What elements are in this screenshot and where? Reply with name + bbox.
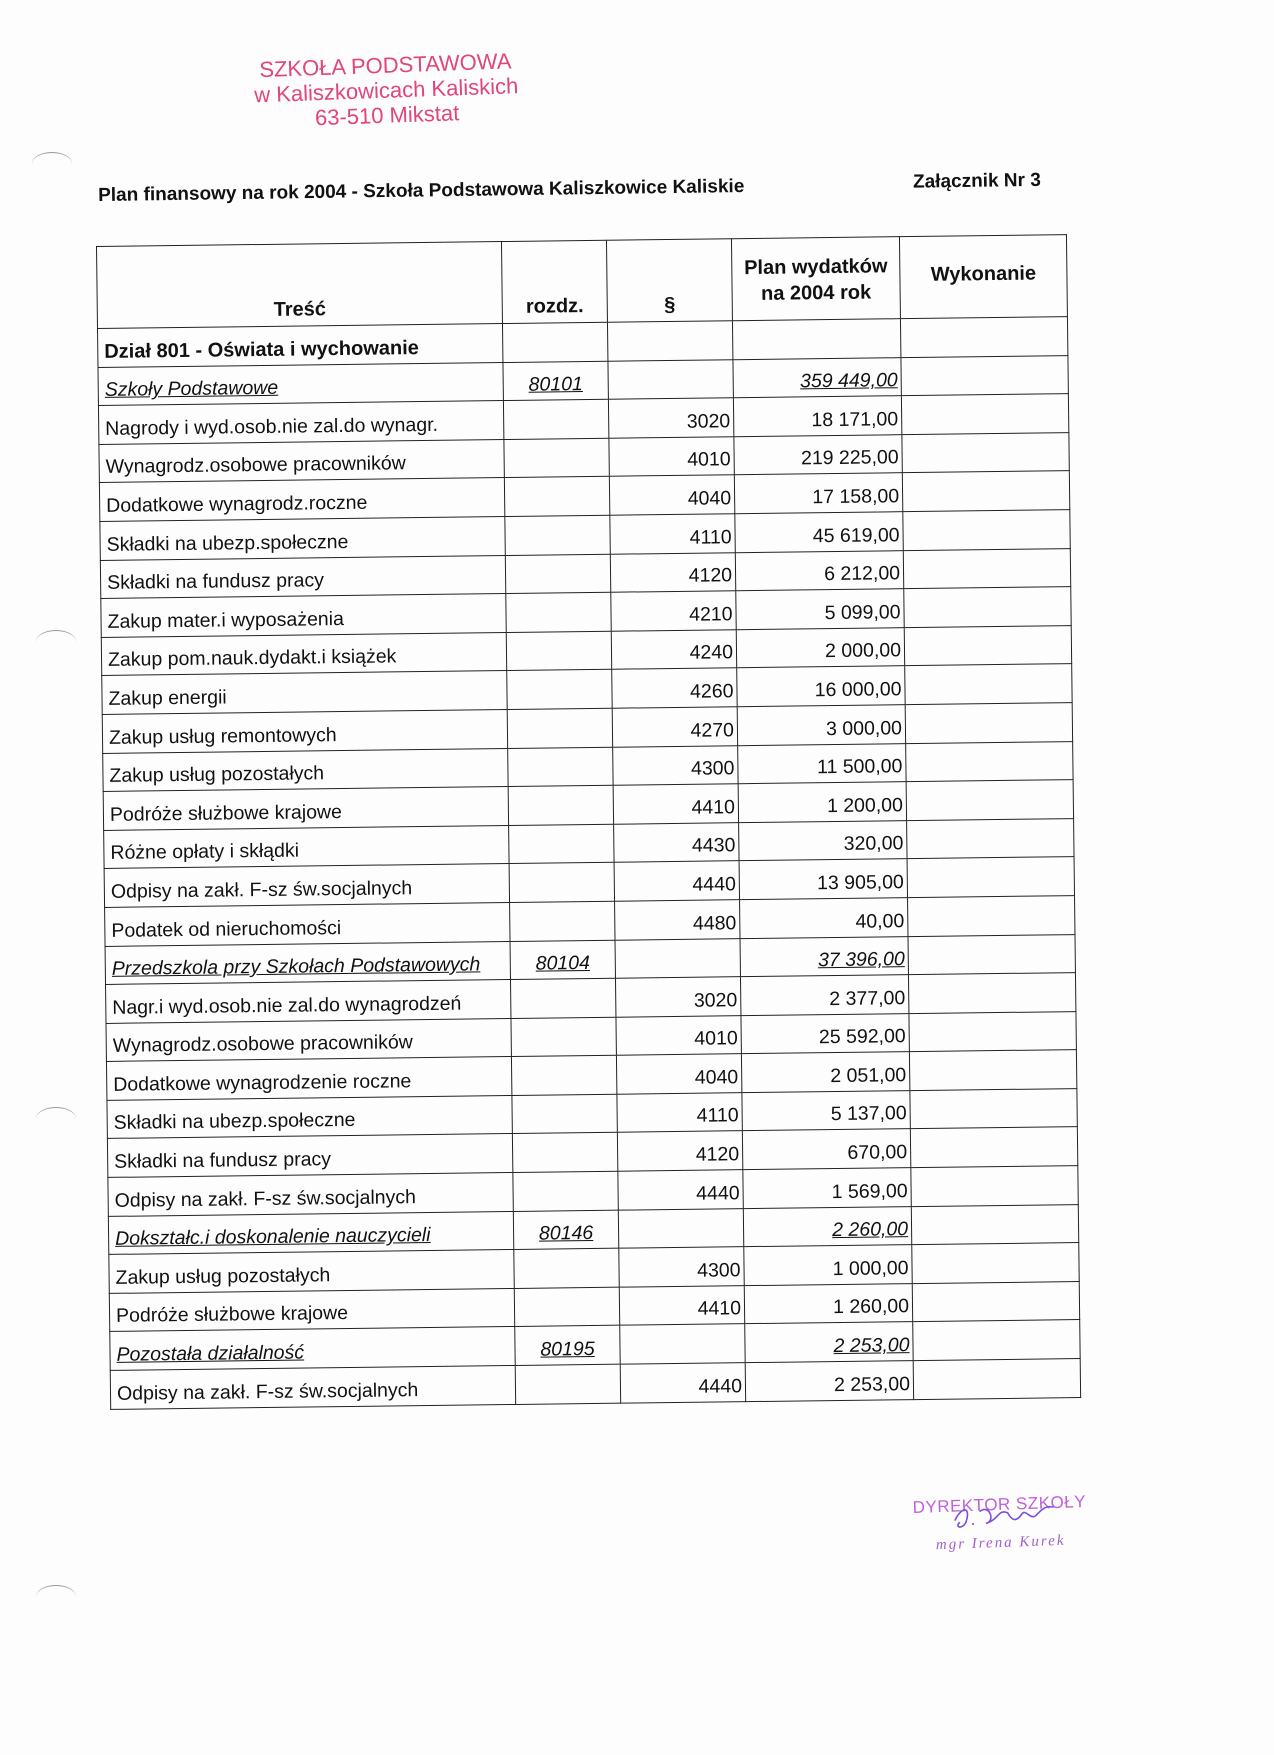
row-rozdz-cell xyxy=(508,785,613,825)
row-wykonanie-cell xyxy=(911,1166,1078,1207)
row-rozdz-cell xyxy=(512,1133,617,1173)
row-amount-cell: 2 377,00 xyxy=(740,975,908,1016)
row-name-cell: Wynagrodz.osobowe pracowników xyxy=(99,439,504,483)
row-wykonanie-cell xyxy=(912,1281,1079,1322)
attachment-label: Załącznik Nr 3 xyxy=(912,169,1041,193)
row-wykonanie-cell xyxy=(913,1359,1080,1400)
row-amount-cell: 670,00 xyxy=(742,1129,910,1170)
stamp-line-3: 63-510 Mikstat xyxy=(314,100,460,131)
row-wykonanie-cell xyxy=(904,587,1071,628)
row-rozdz-cell xyxy=(506,592,611,632)
handwritten-signature xyxy=(949,1499,1060,1533)
row-rozdz-cell xyxy=(508,747,613,787)
row-name-cell: Podróże służbowe krajowe xyxy=(103,787,508,831)
row-name-cell: Zakup usług pozostałych xyxy=(109,1250,514,1294)
row-rozdz-cell: 80146 xyxy=(513,1210,618,1250)
row-rozdz-cell xyxy=(509,863,614,903)
budget-table-container xyxy=(96,234,1080,1409)
row-paragraph-cell: 4410 xyxy=(619,1286,744,1326)
row-name-cell: Składki na ubezp.społeczne xyxy=(100,516,505,560)
row-wykonanie-cell xyxy=(904,625,1071,666)
row-amount-cell: 17 158,00 xyxy=(734,473,902,514)
row-amount-cell: 18 171,00 xyxy=(733,396,901,437)
row-wykonanie-cell xyxy=(903,548,1070,589)
row-paragraph-cell: 4480 xyxy=(615,900,740,940)
row-wykonanie-cell xyxy=(907,818,1074,859)
row-amount-cell: 5 137,00 xyxy=(742,1090,910,1131)
row-wykonanie-cell xyxy=(913,1320,1080,1361)
row-wykonanie-cell xyxy=(906,780,1073,821)
document-heading xyxy=(98,169,1088,206)
row-wykonanie-cell xyxy=(909,1050,1076,1091)
row-paragraph-cell xyxy=(615,938,740,978)
row-amount-cell: 2 253,00 xyxy=(745,1361,913,1402)
row-wykonanie-cell xyxy=(910,1127,1077,1168)
row-amount-cell xyxy=(732,319,900,360)
row-wykonanie-cell xyxy=(902,471,1069,512)
row-rozdz-cell xyxy=(504,477,609,517)
row-name-cell: Przedszkola przy Szkołach Podstawowych xyxy=(105,941,510,985)
row-rozdz-cell: 80104 xyxy=(510,940,615,980)
row-paragraph-cell: 4300 xyxy=(619,1247,744,1287)
row-name-cell: Podatek od nieruchomości xyxy=(105,902,510,946)
row-name-cell: Odpisy na zakł. F-sz św.socjalnych xyxy=(110,1365,515,1409)
row-name-cell: Nagrody i wyd.osob.nie zal.do wynagr. xyxy=(98,401,503,445)
row-wykonanie-cell xyxy=(908,934,1075,975)
row-rozdz-cell xyxy=(511,1017,616,1057)
row-name-cell: Różne opłaty i skłądki xyxy=(104,825,509,869)
header-paragraph: § xyxy=(606,239,732,323)
row-rozdz-cell: 80195 xyxy=(515,1326,620,1366)
header-plan-line-1: Plan wydatków xyxy=(743,254,888,279)
row-name-cell: Zakup usług remontowych xyxy=(102,709,507,753)
row-rozdz-cell xyxy=(509,824,614,864)
punch-hole-mark xyxy=(36,1585,76,1608)
row-wykonanie-cell xyxy=(901,355,1068,396)
row-paragraph-cell: 4260 xyxy=(612,668,737,708)
row-amount-cell: 1 200,00 xyxy=(738,782,906,823)
row-amount-cell: 2 260,00 xyxy=(743,1206,911,1247)
row-paragraph-cell: 4240 xyxy=(611,629,736,669)
row-amount-cell: 6 212,00 xyxy=(735,550,903,591)
row-name-cell: Wynagrodz.osobowe pracowników xyxy=(106,1018,511,1062)
row-paragraph-cell: 4120 xyxy=(610,552,735,592)
row-amount-cell: 45 619,00 xyxy=(735,512,903,553)
director-signature-stamp xyxy=(904,1492,1096,1556)
stamp-line-2: w Kaliszkowicach Kaliskich xyxy=(253,73,519,108)
school-stamp xyxy=(235,48,537,133)
row-paragraph-cell: 4010 xyxy=(609,437,734,477)
header-wykonanie: Wykonanie xyxy=(899,235,1067,319)
row-name-cell: Składki na fundusz pracy xyxy=(100,555,505,599)
row-wykonanie-cell xyxy=(902,432,1069,473)
row-wykonanie-cell xyxy=(900,317,1067,358)
row-rozdz-cell xyxy=(515,1364,620,1404)
row-rozdz-cell xyxy=(503,399,608,439)
row-wykonanie-cell xyxy=(905,703,1072,744)
row-amount-cell: 2 253,00 xyxy=(745,1322,913,1363)
row-amount-cell: 1 569,00 xyxy=(743,1168,911,1209)
row-paragraph-cell: 4440 xyxy=(618,1170,743,1210)
row-name-cell: Dokształc.i doskonalenie nauczycieli xyxy=(108,1211,513,1255)
row-rozdz-cell xyxy=(512,1094,617,1134)
row-name-cell: Składki na ubezp.społeczne xyxy=(107,1095,512,1139)
row-name-cell: Dodatkowe wynagrodzenie roczne xyxy=(106,1057,511,1101)
row-amount-cell: 320,00 xyxy=(739,820,907,861)
row-paragraph-cell: 4120 xyxy=(617,1131,742,1171)
row-rozdz-cell xyxy=(502,322,607,362)
page-title: Plan finansowy na rok 2004 - Szkoła Podstawowa Kaliszkowice Kaliskie xyxy=(98,175,745,206)
row-amount-cell: 16 000,00 xyxy=(737,666,905,707)
header-rozdz: rozdz. xyxy=(501,240,607,323)
row-wykonanie-cell xyxy=(908,973,1075,1014)
header-plan-line-2: na 2004 rok xyxy=(760,281,872,305)
row-paragraph-cell: 4300 xyxy=(613,745,738,785)
budget-table xyxy=(96,234,1081,1409)
row-amount-cell: 11 500,00 xyxy=(738,743,906,784)
row-paragraph-cell: 4430 xyxy=(614,822,739,862)
row-paragraph-cell: 4410 xyxy=(613,784,738,824)
row-amount-cell: 1 260,00 xyxy=(744,1283,912,1324)
row-name-cell: Zakup pom.nauk.dydakt.i książek xyxy=(101,632,506,676)
row-paragraph-cell: 4440 xyxy=(620,1363,745,1403)
row-paragraph-cell xyxy=(620,1324,745,1364)
row-name-cell: Zakup usług pozostałych xyxy=(103,748,508,792)
header-plan xyxy=(731,237,900,321)
row-rozdz-cell xyxy=(507,708,612,748)
row-wykonanie-cell xyxy=(906,741,1073,782)
row-name-cell: Podróże służbowe krajowe xyxy=(109,1288,514,1332)
row-name-cell: Zakup energii xyxy=(102,671,507,715)
row-paragraph-cell xyxy=(618,1208,743,1248)
row-paragraph-cell: 4210 xyxy=(611,591,736,631)
punch-hole-mark xyxy=(36,630,76,653)
row-amount-cell: 13 905,00 xyxy=(739,859,907,900)
row-wykonanie-cell xyxy=(911,1204,1078,1245)
row-name-cell: Składki na fundusz pracy xyxy=(107,1134,512,1178)
row-name-cell: Dodatkowe wynagrodz.roczne xyxy=(99,478,504,522)
row-paragraph-cell: 3020 xyxy=(608,398,733,438)
stamp-line-1: SZKOŁA PODSTAWOWA xyxy=(258,48,512,83)
row-paragraph-cell: 4110 xyxy=(610,514,735,554)
row-name-cell: Nagr.i wyd.osob.nie zal.do wynagrodzeń xyxy=(106,980,511,1024)
row-name-cell: Odpisy na zakł. F-sz św.socjalnych xyxy=(104,864,509,908)
row-rozdz-cell xyxy=(506,631,611,671)
row-paragraph-cell: 4270 xyxy=(612,707,737,747)
row-amount-cell: 3 000,00 xyxy=(737,705,905,746)
row-rozdz-cell xyxy=(510,901,615,941)
row-name-cell: Szkoły Podstawowe xyxy=(98,362,503,406)
row-name-cell: Odpisy na zakł. F-sz św.socjalnych xyxy=(108,1173,513,1217)
row-rozdz-cell xyxy=(513,1171,618,1211)
row-paragraph-cell: 4010 xyxy=(616,1015,741,1055)
row-paragraph-cell xyxy=(607,321,732,361)
row-amount-cell: 359 449,00 xyxy=(733,357,901,398)
row-rozdz-cell xyxy=(510,978,615,1018)
row-rozdz-cell xyxy=(511,1055,616,1095)
row-paragraph-cell: 4110 xyxy=(617,1093,742,1133)
row-rozdz-cell xyxy=(505,554,610,594)
row-rozdz-cell xyxy=(505,515,610,555)
row-rozdz-cell xyxy=(507,670,612,710)
row-rozdz-cell xyxy=(504,438,609,478)
row-wykonanie-cell xyxy=(907,857,1074,898)
row-amount-cell: 2 051,00 xyxy=(741,1052,909,1093)
row-amount-cell: 37 396,00 xyxy=(740,936,908,977)
row-wykonanie-cell xyxy=(909,1011,1076,1052)
row-rozdz-cell xyxy=(514,1287,619,1327)
row-amount-cell: 1 000,00 xyxy=(744,1245,912,1286)
punch-hole-mark xyxy=(32,152,72,175)
row-rozdz-cell: 80101 xyxy=(503,361,608,401)
table-body xyxy=(98,317,1081,1409)
row-rozdz-cell xyxy=(514,1248,619,1288)
row-wykonanie-cell xyxy=(908,896,1075,937)
row-amount-cell: 5 099,00 xyxy=(736,589,904,630)
row-wykonanie-cell xyxy=(901,394,1068,435)
row-name-cell: Pozostała działalność xyxy=(110,1327,515,1371)
row-wykonanie-cell xyxy=(903,510,1070,551)
row-wykonanie-cell xyxy=(910,1088,1077,1129)
row-amount-cell: 40,00 xyxy=(740,898,908,939)
row-paragraph-cell: 4040 xyxy=(609,475,734,515)
row-wykonanie-cell xyxy=(905,664,1072,705)
director-title: DYREKTOR SZKOŁY xyxy=(912,1491,1087,1518)
row-wykonanie-cell xyxy=(912,1243,1079,1284)
row-paragraph-cell xyxy=(608,359,733,399)
table-header-row xyxy=(97,235,1068,329)
row-amount-cell: 25 592,00 xyxy=(741,1013,909,1054)
director-name: mgr Irena Kurek xyxy=(935,1532,1066,1554)
row-paragraph-cell: 3020 xyxy=(615,977,740,1017)
header-tresc: Treść xyxy=(97,242,503,329)
row-name-cell: Zakup mater.i wyposażenia xyxy=(101,594,506,638)
row-name-cell: Dział 801 - Oświata i wychowanie xyxy=(98,324,503,368)
row-amount-cell: 2 000,00 xyxy=(736,627,904,668)
punch-hole-mark xyxy=(36,1107,76,1130)
row-paragraph-cell: 4040 xyxy=(616,1054,741,1094)
row-paragraph-cell: 4440 xyxy=(614,861,739,901)
row-amount-cell: 219 225,00 xyxy=(734,434,902,475)
